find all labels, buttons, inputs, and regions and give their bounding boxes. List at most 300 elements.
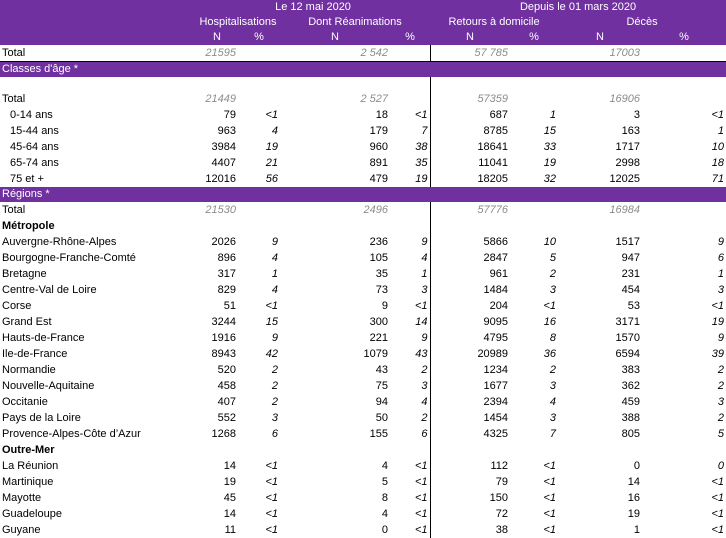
pct-cell: 4	[390, 394, 430, 410]
row-label: Grand Est	[2, 316, 52, 328]
n-cell: 454	[621, 284, 641, 296]
pct-cell: <1	[390, 474, 430, 490]
header-blank	[0, 15, 196, 30]
section-title: Classes d'âge *	[0, 62, 726, 78]
empty-cell	[558, 218, 642, 234]
pct-cell: 2	[271, 380, 278, 392]
row-label: La Réunion	[2, 460, 59, 472]
row-label: Martinique	[2, 476, 54, 488]
empty-cell	[642, 218, 726, 234]
region-row	[0, 346, 726, 362]
n-cell: 14	[223, 508, 236, 520]
n-cell: 552	[217, 412, 236, 424]
n-cell: 105	[369, 252, 388, 264]
n-cell: 43	[375, 364, 388, 376]
n-cell: 11041	[478, 157, 509, 169]
empty-cell	[280, 218, 390, 234]
row-label: 15-44 ans	[10, 125, 59, 137]
pct-cell	[238, 45, 280, 62]
pct-cell	[642, 91, 726, 107]
region-total-row	[0, 202, 726, 218]
n-cell: 8785	[483, 125, 509, 137]
n-cell: 1570	[615, 332, 641, 344]
pct-cell: 1	[390, 266, 430, 282]
pct-cell	[510, 45, 558, 62]
pct-cell: 6	[271, 428, 278, 440]
pct-cell: 15	[543, 125, 557, 137]
pct-cell: 3	[717, 284, 725, 296]
n-cell: 947	[621, 252, 641, 264]
n-cell: 459	[621, 396, 641, 408]
n-cell: 1916	[211, 332, 236, 344]
n-cell: 383	[621, 364, 641, 376]
n-cell: 150	[489, 492, 509, 504]
pct-cell: 4	[271, 125, 278, 137]
age-row	[0, 171, 726, 187]
row-label: Nouvelle-Aquitaine	[2, 380, 95, 392]
n-cell: 18205	[477, 173, 509, 185]
n-cell: 3984	[211, 141, 236, 153]
row-label: Pays de la Loire	[2, 412, 81, 424]
pct-cell: 14	[390, 314, 430, 330]
empty-cell	[238, 218, 280, 234]
n-cell: 4795	[483, 332, 509, 344]
row-label: Total	[0, 45, 196, 62]
n-cell: 1484	[483, 284, 509, 296]
outremer-heading-row	[0, 442, 726, 458]
pct-cell: <1	[711, 300, 725, 312]
pct-cell: 3	[271, 412, 278, 424]
n-cell: 14	[223, 460, 236, 472]
region-row	[0, 378, 726, 394]
n-cell: 204	[489, 300, 509, 312]
pct-cell: 5	[717, 428, 725, 440]
pct-cell: <1	[543, 492, 557, 504]
n-cell: 4	[381, 460, 388, 472]
n-header: N	[196, 30, 238, 45]
pct-cell: 9	[717, 332, 725, 344]
n-cell: 2496	[363, 204, 388, 216]
n-cell: 20989	[477, 348, 509, 360]
n-cell: 4407	[211, 157, 236, 169]
pct-cell: 38	[390, 139, 430, 155]
empty-cell	[510, 218, 558, 234]
group-label-reanimations: Dont Réanimations	[280, 15, 430, 30]
n-cell: 2 527	[360, 93, 388, 105]
empty-cell	[280, 442, 390, 458]
empty-cell	[238, 442, 280, 458]
n-cell: 18641	[477, 141, 509, 153]
region-row	[0, 458, 726, 474]
n-cell: 961	[489, 268, 509, 280]
pct-cell: <1	[390, 506, 430, 522]
n-cell: 6594	[615, 348, 641, 360]
pct-cell: 7	[390, 123, 430, 139]
empty-cell	[238, 77, 280, 91]
pct-cell: 2	[390, 362, 430, 378]
n-cell: 18	[375, 109, 388, 121]
pct-cell: 36	[543, 348, 557, 360]
n-cell: 38	[495, 524, 509, 536]
n-cell: 16984	[609, 204, 641, 216]
empty-cell	[558, 442, 642, 458]
pct-cell: <1	[543, 460, 557, 472]
n-cell: 50	[375, 412, 388, 424]
n-cell: 12016	[205, 173, 236, 185]
pct-cell: 9	[390, 234, 430, 250]
n-cell: 45	[223, 492, 236, 504]
age-total-row	[0, 91, 726, 107]
pct-cell: 7	[549, 428, 557, 440]
pct-cell: 4	[271, 284, 278, 296]
age-section-header	[0, 62, 726, 78]
n-cell: 0	[381, 524, 388, 536]
pct-cell: <1	[543, 300, 557, 312]
empty-cell	[196, 218, 238, 234]
pct-cell	[510, 202, 558, 218]
pct-header: %	[390, 30, 430, 45]
n-cell: 53	[627, 300, 641, 312]
n-cell: 94	[375, 396, 388, 408]
row-label: Guadeloupe	[2, 508, 62, 520]
n-header: N	[280, 30, 390, 45]
row-label: Auvergne-Rhône-Alpes	[2, 236, 117, 248]
pct-cell	[238, 202, 280, 218]
pct-cell: 8	[549, 332, 557, 344]
n-cell: 17003	[558, 45, 642, 62]
pct-header: %	[642, 30, 726, 45]
pct-cell: 9	[390, 330, 430, 346]
pct-cell: <1	[265, 508, 278, 520]
age-row	[0, 123, 726, 139]
pct-cell: 3	[549, 284, 557, 296]
n-cell: 57776	[477, 204, 509, 216]
n-cell: 317	[217, 268, 236, 280]
n-cell: 2394	[483, 396, 509, 408]
pct-cell: <1	[711, 109, 725, 121]
pct-cell: <1	[390, 107, 430, 123]
n-header: N	[558, 30, 642, 45]
n-cell: 687	[489, 109, 509, 121]
pct-header: %	[510, 30, 558, 45]
row-label: Total	[2, 204, 26, 216]
region-row	[0, 250, 726, 266]
n-cell: 8943	[211, 348, 236, 360]
n-cell: 896	[217, 252, 236, 264]
pct-cell: 3	[717, 396, 725, 408]
n-cell: 19	[627, 508, 641, 520]
age-row	[0, 139, 726, 155]
n-cell: 1677	[483, 380, 509, 392]
empty-cell	[390, 442, 430, 458]
empty-cell	[390, 218, 430, 234]
header-group-row	[0, 15, 726, 30]
pct-cell: 2	[549, 364, 557, 376]
n-cell: 236	[369, 236, 388, 248]
pct-cell: <1	[543, 476, 557, 488]
pct-cell: 1	[549, 109, 557, 121]
n-cell: 75	[375, 380, 388, 392]
n-cell: 57 785	[430, 45, 510, 62]
row-label: Bourgogne-Franche-Comté	[2, 252, 136, 264]
pct-cell: 33	[543, 141, 557, 153]
pct-cell: 43	[390, 346, 430, 362]
pct-cell	[238, 91, 280, 107]
row-label: Normandie	[2, 364, 56, 376]
n-cell: 1454	[483, 412, 509, 424]
row-label: Corse	[2, 300, 32, 312]
pct-cell: <1	[543, 524, 557, 536]
n-cell: 805	[621, 428, 641, 440]
pct-cell: 56	[265, 173, 278, 185]
n-cell: 51	[223, 300, 236, 312]
empty-cell	[510, 442, 558, 458]
spacer-row	[0, 77, 726, 91]
pct-cell: 19	[543, 157, 557, 169]
pct-cell: 3	[390, 378, 430, 394]
n-cell: 21449	[205, 93, 236, 105]
n-cell: 9095	[483, 316, 509, 328]
pct-cell: 39	[711, 348, 725, 360]
pct-cell: <1	[265, 524, 278, 536]
n-cell: 21530	[205, 204, 236, 216]
region-row	[0, 506, 726, 522]
pct-cell: 5	[549, 252, 557, 264]
n-cell: 3244	[211, 316, 236, 328]
pct-cell: <1	[265, 460, 278, 472]
empty-cell	[642, 442, 726, 458]
n-cell: 1268	[211, 428, 236, 440]
n-cell: 163	[621, 125, 641, 137]
n-cell: 458	[217, 380, 236, 392]
empty-cell	[430, 77, 510, 91]
n-cell: 1079	[363, 348, 388, 360]
region-row	[0, 426, 726, 442]
overall-total-row	[0, 45, 726, 62]
n-cell: 19	[223, 476, 236, 488]
row-label: 65-74 ans	[10, 157, 59, 169]
n-cell: 520	[217, 364, 236, 376]
section-title: Régions *	[0, 187, 726, 202]
empty-cell	[0, 77, 196, 91]
n-cell: 829	[217, 284, 236, 296]
n-cell: 14	[627, 476, 641, 488]
age-row	[0, 107, 726, 123]
pct-cell: <1	[390, 522, 430, 538]
n-cell: 9	[381, 300, 388, 312]
pct-cell	[390, 202, 430, 218]
n-cell: 1234	[483, 364, 509, 376]
pct-cell: <1	[711, 492, 725, 504]
n-cell: 0	[633, 460, 641, 472]
header-blank	[0, 30, 196, 45]
pct-cell: 1	[271, 268, 278, 280]
pct-cell: 10	[711, 141, 725, 153]
region-section-header	[0, 187, 726, 202]
pct-cell: 2	[549, 268, 557, 280]
empty-cell	[390, 77, 430, 91]
pct-cell: <1	[265, 492, 278, 504]
pct-cell: 42	[265, 348, 278, 360]
pct-cell: <1	[711, 508, 725, 520]
row-label: Centre-Val de Loire	[2, 284, 97, 296]
n-cell: 79	[223, 109, 236, 121]
subheading: Métropole	[2, 220, 55, 232]
pct-cell: 15	[265, 316, 278, 328]
group-label-hospitalisations: Hospitalisations	[196, 15, 280, 30]
n-cell: 4325	[483, 428, 509, 440]
pct-cell: 4	[390, 250, 430, 266]
row-label: 45-64 ans	[10, 141, 59, 153]
row-label: 75 et +	[10, 173, 44, 185]
empty-cell	[430, 218, 510, 234]
pct-cell: 71	[711, 173, 725, 185]
pct-cell: 18	[711, 157, 725, 169]
pct-cell: 16	[543, 316, 557, 328]
n-cell: 72	[495, 508, 509, 520]
pct-cell: 2	[717, 380, 725, 392]
pct-cell: 4	[271, 252, 278, 264]
pct-cell: 9	[717, 236, 725, 248]
pct-cell: 3	[390, 282, 430, 298]
row-label: Provence-Alpes-Côte d’Azur	[2, 428, 141, 440]
pct-cell: 2	[717, 412, 725, 424]
pct-cell: 2	[390, 410, 430, 426]
n-cell: 891	[369, 157, 388, 169]
n-cell: 5	[381, 476, 388, 488]
pct-cell: <1	[265, 109, 278, 121]
n-cell: 1517	[615, 236, 641, 248]
pct-cell	[642, 202, 726, 218]
region-row	[0, 410, 726, 426]
n-cell: 8	[381, 492, 388, 504]
n-cell: 16	[627, 492, 641, 504]
n-cell: 479	[369, 173, 388, 185]
pct-cell: 3	[549, 412, 557, 424]
n-cell: 2847	[483, 252, 509, 264]
pct-cell: 0	[717, 460, 725, 472]
pct-cell: 4	[549, 396, 557, 408]
n-cell: 231	[621, 268, 641, 280]
pct-cell	[390, 91, 430, 107]
pct-cell: 9	[271, 332, 278, 344]
region-row	[0, 362, 726, 378]
region-row	[0, 298, 726, 314]
pct-cell: <1	[390, 298, 430, 314]
n-cell: 79	[495, 476, 509, 488]
pct-cell: <1	[390, 490, 430, 506]
n-cell: 3	[633, 109, 641, 121]
region-row	[0, 490, 726, 506]
subheading: Outre-Mer	[2, 444, 55, 456]
empty-cell	[280, 77, 390, 91]
pct-cell: 6	[717, 252, 725, 264]
n-cell: 155	[369, 428, 388, 440]
row-label: Ile-de-France	[2, 348, 68, 360]
empty-cell	[196, 77, 238, 91]
region-row	[0, 394, 726, 410]
row-label: Guyane	[2, 524, 41, 536]
empty-cell	[196, 442, 238, 458]
empty-cell	[430, 442, 510, 458]
header-blank	[0, 0, 196, 15]
pct-cell: 2	[271, 364, 278, 376]
n-cell: 2026	[211, 236, 236, 248]
pct-cell: <1	[711, 524, 725, 536]
row-label: Hauts-de-France	[2, 332, 85, 344]
empty-cell	[510, 77, 558, 91]
metropole-heading-row	[0, 218, 726, 234]
row-label: 0-14 ans	[10, 109, 53, 121]
pct-cell: 9	[271, 236, 278, 248]
n-cell: 35	[375, 268, 388, 280]
n-cell: 221	[369, 332, 388, 344]
n-cell: 2998	[615, 157, 641, 169]
pct-cell: 1	[717, 125, 725, 137]
n-cell: 963	[217, 125, 236, 137]
n-cell: 11	[224, 524, 236, 536]
region-row	[0, 282, 726, 298]
n-header: N	[430, 30, 510, 45]
n-cell: 73	[375, 284, 388, 296]
period-2-label: Depuis le 01 mars 2020	[430, 0, 726, 15]
pct-cell: 2	[717, 364, 725, 376]
row-label: Total	[2, 93, 26, 105]
pct-cell: 3	[549, 380, 557, 392]
row-label: Occitanie	[2, 396, 48, 408]
group-label-retours: Retours à domicile	[430, 15, 558, 30]
n-cell: 57359	[477, 93, 509, 105]
n-cell: 960	[369, 141, 388, 153]
empty-cell	[558, 77, 642, 91]
n-cell: 12025	[609, 173, 641, 185]
pct-cell: <1	[543, 508, 557, 520]
n-cell: 407	[217, 396, 236, 408]
header-period-row	[0, 0, 726, 15]
n-cell: 21595	[196, 45, 238, 62]
n-cell: 179	[369, 125, 388, 137]
pct-header: %	[238, 30, 280, 45]
region-row	[0, 234, 726, 250]
pct-cell: <1	[265, 476, 278, 488]
n-cell: 362	[621, 380, 641, 392]
pct-cell: <1	[390, 458, 430, 474]
n-cell: 1717	[615, 141, 641, 153]
n-cell: 4	[381, 508, 388, 520]
period-1-label: Le 12 mai 2020	[196, 0, 430, 15]
n-cell: 3171	[615, 316, 641, 328]
pct-cell: 19	[711, 316, 725, 328]
age-row	[0, 155, 726, 171]
pct-cell: 35	[390, 155, 430, 171]
header-unit-row	[0, 30, 726, 45]
group-label-deces: Décès	[558, 15, 726, 30]
pct-cell	[642, 45, 726, 62]
pct-cell: 19	[265, 141, 278, 153]
n-cell: 2 542	[280, 45, 390, 62]
pct-cell	[390, 45, 430, 62]
pct-cell	[510, 91, 558, 107]
pct-cell: 10	[543, 236, 557, 248]
pct-cell: <1	[711, 476, 725, 488]
n-cell: 112	[490, 460, 509, 472]
pct-cell: 1	[717, 268, 725, 280]
n-cell: 5866	[483, 236, 509, 248]
n-cell: 388	[621, 412, 641, 424]
region-row	[0, 522, 726, 538]
pct-cell: 32	[543, 173, 557, 185]
region-row	[0, 314, 726, 330]
